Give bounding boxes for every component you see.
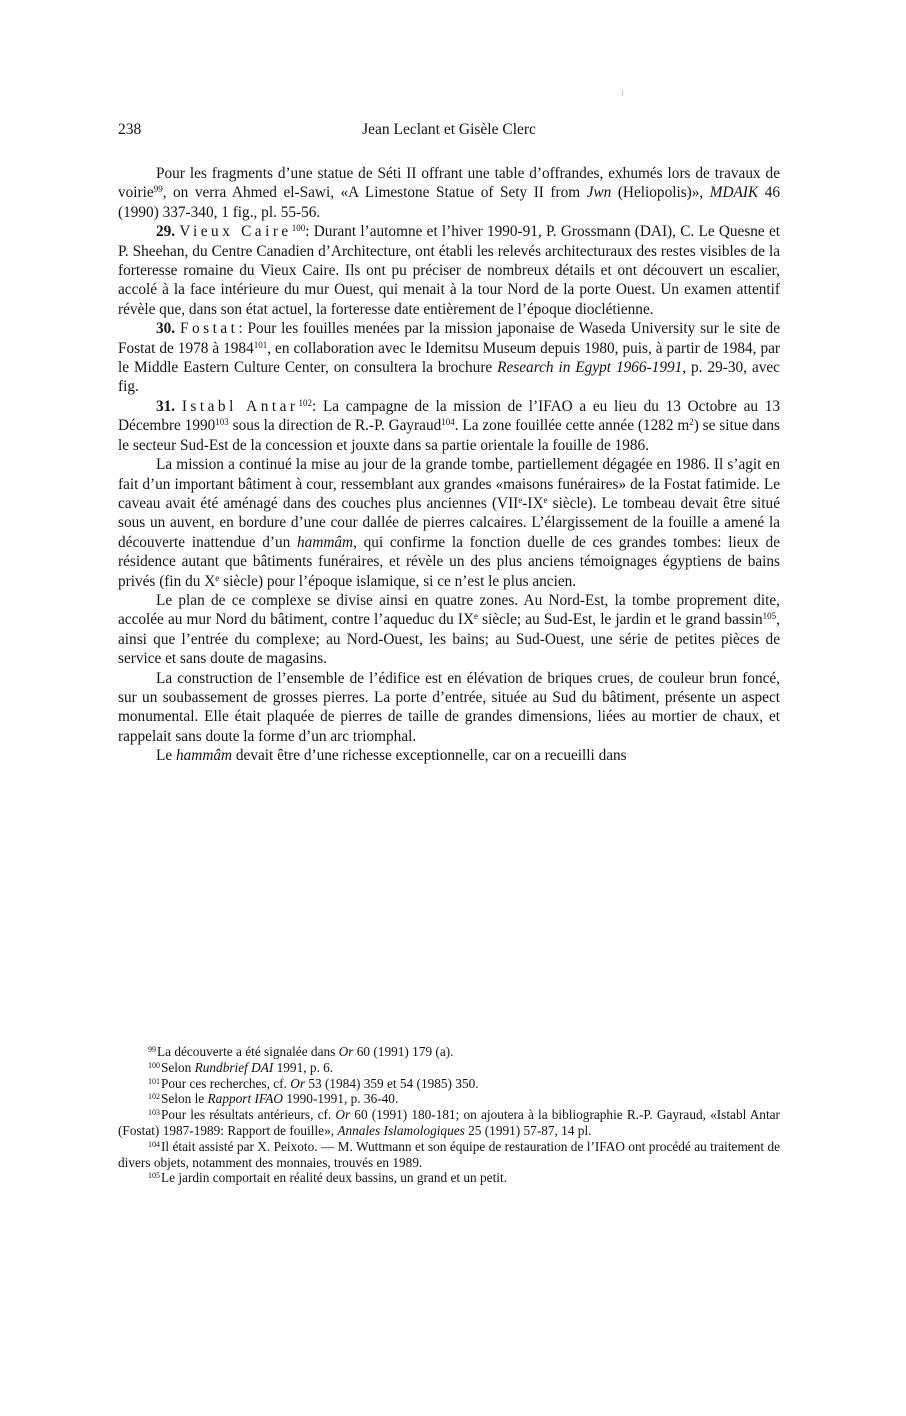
footnote-100: $^{100}$Selon Rundbrief DAI 1991, p. 6. — [148, 1059, 334, 1075]
footnote-marker: 102 — [148, 1092, 160, 1102]
paragraph-mission-tombe: La mission a continué la mise au jour de la grande tombe, partiellement dégagée en 1986. Il s’agit en fait d’un important bâtiment à cour, ressemblant aux grandes «maisons funéraires» de la Fostat fatimide. Le caveau avait été aménagé dans des couches plus anciennes (VIIe-IXe siècle). Le tombeau devait être situé sous un auvent, en bordure d’une cour dallée de pierres calcaires. L’élargissement de la fouille a amené la découverte inattendue d’un hammâm, qui confirme la fonction duelle de ces grandes tombes: lieux de résidence autant que bâtiments funéraires, et révèle un des plus anciens témoignages égyptiens de bains privés (fin du Xe siècle) pour l’époque islamique, si ce n’est le plus ancien. — [118, 456, 781, 590]
footnote-ref-100: 100 — [291, 223, 306, 234]
section-number: 30. — [156, 320, 176, 338]
footnote-105: $^{105}$Le jardin comportait en réalité deux bassins, un grand et un petit. — [148, 1170, 507, 1186]
footnote-99: $^{99}$La découverte a été signalée dans Or 60 (1991) 179 (a). — [148, 1044, 454, 1059]
page-number: 238 — [118, 121, 142, 138]
page-header — [118, 121, 780, 145]
paragraph-vieux-caire: 29. Vieux Caire$^{100}$: Durant l’automne et l’hiver 1990-91, P. Grossmann (DAI), C. Le Quesne et P. Sheehan, du Centre Canadien d’Architecture, ont établi les relevés architecturaux des restes visibles de la forteresse romaine du Vieux Caire. Ils ont pu préciser de nombreux détails et ont découvert un escalier, accolé à la face intérieure du mur Ouest, qui menait à la tour Nord de la porte Ouest. Un examen attentif révèle que, dans son état actuel, la forteresse date entièrement de l’époque dioclétienne. — [118, 223, 780, 318]
footnote-101: $^{101}$Pour ces recherches, cf. Or 53 (1984) 359 et 54 (1985) 350. — [148, 1075, 479, 1091]
body-text — [118, 164, 780, 766]
footnote-marker: 101 — [148, 1076, 160, 1086]
footnote-103: $^{103}$Pour les résultats antérieurs, cf. Or 60 (1991) 180-181; on ajoutera à la bibliographie R.-P. Gayraud, «Istabl Antar (Fostat) 1987-1989: Rapport de fouille», Annales Islamologiques 25 (1991) 57-87, 14 pl. — [118, 1107, 780, 1138]
scan-artifact-mark — [622, 90, 623, 96]
footnote-ref-103: 103 — [215, 417, 229, 428]
footnote-ref-102: 102 — [298, 397, 312, 408]
footnote-ref-99: 99 — [153, 184, 163, 195]
paragraph-construction: La construction de l’ensemble de l’édifice est en élévation de briques crues, de couleur brun foncé, sur un soubassement de grosses pierres. La porte d’entrée, située au Sud du bâtiment, présente un aspect monumental. Elle était plaquée de pierres de taille de grandes dimensions, liées au mortier de chaux, et rappelait sans doute la forme d’un arc triomphal. — [118, 669, 780, 745]
footnote-marker: 103 — [148, 1108, 160, 1118]
paragraph-istabl-antar: 31. Istabl Antar$^{102}$: La campagne de la mission de l’IFAO a eu lieu du 13 Octobre au 13 Décembre 1990$^{103}$ sous la direction de R.-P. Gayraud$^{104}$. La zone fouillée cette année (1282 $m^2$) se situe dans le secteur Sud-Est de la concession et jouxte dans sa partie orientale la fouille de 1986. — [118, 397, 781, 454]
section-number: 29. — [156, 223, 176, 241]
section-title: Istabl Antar — [181, 397, 299, 415]
footnotes — [118, 1044, 780, 1186]
footnote-marker: 100 — [148, 1060, 160, 1070]
footnote-marker: 104 — [148, 1139, 160, 1149]
footnote-102: $^{102}$Selon le Rapport IFAO 1990-1991, p. 36-40. — [148, 1091, 399, 1107]
footnote-104: $^{104}$Il était assisté par X. Peixoto. — M. Wuttmann et son équipe de restauration de l’IFAO ont procédé au traitement de divers objets, notamment des monnaies, trouvés en 1989. — [118, 1138, 780, 1170]
section-title: Vieux Caire — [179, 223, 292, 241]
footnote-ref-104: 104 — [441, 417, 455, 428]
footnote-ref-105: 105 — [762, 611, 777, 622]
section-number: 31. — [156, 397, 176, 415]
section-title: Fostat — [179, 320, 239, 338]
paragraph-seti-statue: Pour les fragments d’une statue de Séti II offrant une table d’offrandes, exhumés lors de travaux de voirie$^{99}$, on verra Ahmed el-Sawi, «A Limestone Statue of Sety II from Jwn (Heliopolis)», MDAIK 46 (1990) 337-340, 1 fig., pl. 55-56. — [118, 165, 781, 221]
footnote-marker: 99 — [148, 1045, 156, 1054]
footnote-marker: 105 — [148, 1171, 160, 1181]
paragraph-hammam: Le hammâm devait être d’une richesse exceptionnelle, car on a recueilli dans — [156, 747, 627, 765]
running-title: Jean Leclant et Gisèle Clerc — [362, 121, 536, 138]
paragraph-fostat: 30. Fostat: Pour les fouilles menées par la mission japonaise de Waseda University sur le site de Fostat de 1978 à 1984$^{101}$, en collaboration avec le Idemitsu Museum depuis 1980, puis, à partir de 1984, par le Middle Eastern Culture Center, on consultera la brochure Research in Egypt 1966-1991, p. 29-30, avec fig. — [118, 320, 780, 396]
superscript-2: 2 — [689, 417, 694, 428]
footnote-ref-101: 101 — [253, 339, 268, 350]
paragraph-plan-complexe: Le plan de ce complexe se divise ainsi en quatre zones. Au Nord-Est, la tombe proprement dite, accolée au mur Nord du bâtiment, contre l’aqueduc du IXe siècle; au Sud-Est, le jardin et le grand bassin$^{105}$, ainsi que l’entrée du complexe; au Nord-Ouest, les bains; au Sud-Ouest, une série de petites pièces de service et sans doute de magasins. — [118, 591, 780, 668]
